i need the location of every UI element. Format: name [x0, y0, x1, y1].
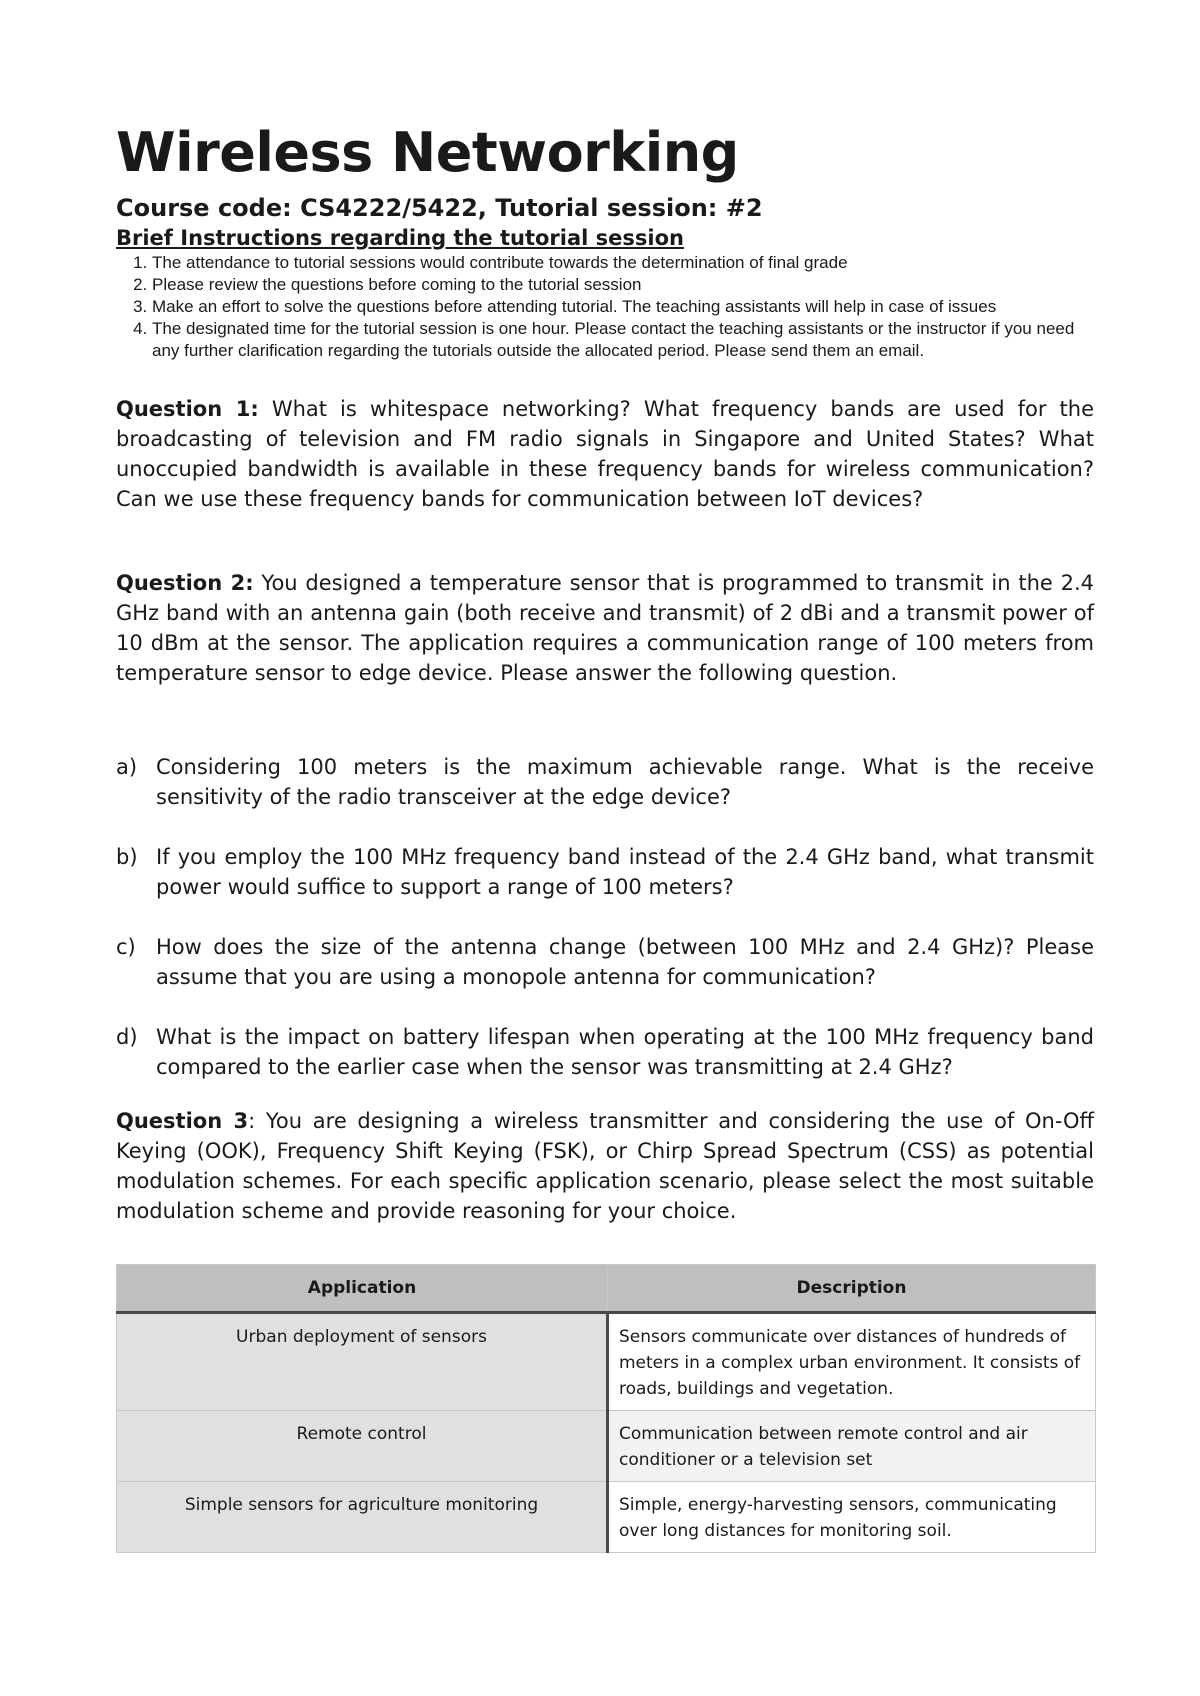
document-page	[116, 118, 1094, 1553]
sub-question-text: How does the size of the antenna change (between 100 MHz and 2.4 GHz)? Please assume that you are using a monopole antenna for communication?	[156, 935, 1094, 989]
sub-question-letter: a)	[116, 755, 138, 779]
sub-question-text: If you employ the 100 MHz frequency band instead of the 2.4 GHz band, what transmit power would suffice to support a range of 100 meters?	[156, 845, 1094, 899]
application-table	[116, 1264, 1096, 1553]
question-3-text: : You are designing a wireless transmitter and considering the use of On-Off Keying (OOK), Frequency Shift Keying (FSK), or Chirp Spread Spectrum (CSS) as potential modulation schemes. For each specific application scenario, please select the most suitable modulation scheme and provide reasoning for your choice.	[116, 1109, 1094, 1223]
description-cell: Simple, energy-harvesting sensors, communicating over long distances for monitoring soil.	[608, 1482, 1096, 1553]
instruction-item: 2. Please review the questions before coming to the tutorial session	[152, 274, 1094, 296]
application-cell: Remote control	[117, 1411, 608, 1482]
question-1-label: Question 1:	[116, 397, 259, 421]
instruction-item: 4. The designated time for the tutorial session is one hour. Please contact the teaching assistants or the instructor if you need any further clarification regarding the tutorials outside the allocated period. Please send them an email.	[152, 318, 1094, 362]
document-title: Wireless Networking	[116, 121, 739, 184]
question-3	[116, 1106, 1094, 1226]
table-row	[117, 1313, 1096, 1411]
table-row	[117, 1482, 1096, 1553]
description-cell: Sensors communicate over distances of hundreds of meters in a complex urban environment. It consists of roads, buildings and vegetation.	[608, 1313, 1096, 1411]
sub-question-letter: d)	[116, 1025, 138, 1049]
question-1	[116, 394, 1094, 514]
instruction-item: 1. The attendance to tutorial sessions would contribute towards the determination of final grade	[152, 252, 1094, 274]
sub-question-d	[116, 1022, 1094, 1082]
table-header-row	[117, 1265, 1096, 1313]
sub-question-b	[116, 842, 1094, 902]
question-2-parts	[116, 752, 1094, 1082]
question-1-text: What is whitespace networking? What frequency bands are used for the broadcasting of television and FM radio signals in Singapore and United States? What unoccupied bandwidth is available in these frequency bands for wireless communication? Can we use these frequency bands for communication between IoT devices?	[116, 397, 1094, 511]
instructions-heading: Brief Instructions regarding the tutorial session	[116, 226, 684, 250]
sub-question-a	[116, 752, 1094, 812]
application-cell: Urban deployment of sensors	[117, 1313, 608, 1411]
instruction-item: 3. Make an effort to solve the questions before attending tutorial. The teaching assistants will help in case of issues	[152, 296, 1094, 318]
question-3-label: Question 3	[116, 1109, 249, 1133]
sub-question-letter: c)	[116, 935, 136, 959]
sub-question-letter: b)	[116, 845, 138, 869]
question-2-text: You designed a temperature sensor that is programmed to transmit in the 2.4 GHz band with an antenna gain (both receive and transmit) of 2 dBi and a transmit power of 10 dBm at the sensor. The application requires a communication range of 100 meters from temperature sensor to edge device. Please answer the following question.	[116, 571, 1094, 685]
course-subtitle: Course code: CS4222/5422, Tutorial session: #2	[116, 194, 763, 222]
column-header-description: Description	[608, 1265, 1096, 1313]
sub-question-text: What is the impact on battery lifespan when operating at the 100 MHz frequency band compared to the earlier case when the sensor was transmitting at 2.4 GHz?	[156, 1025, 1094, 1079]
table-row	[117, 1411, 1096, 1482]
sub-question-text: Considering 100 meters is the maximum achievable range. What is the receive sensitivity of the radio transceiver at the edge device?	[156, 755, 1094, 809]
description-cell: Communication between remote control and air conditioner or a television set	[608, 1411, 1096, 1482]
application-cell: Simple sensors for agriculture monitoring	[117, 1482, 608, 1553]
sub-question-c	[116, 932, 1094, 992]
column-header-application: Application	[117, 1265, 608, 1313]
question-2	[116, 568, 1094, 688]
question-2-label: Question 2:	[116, 571, 254, 595]
instructions-list	[116, 252, 1094, 362]
